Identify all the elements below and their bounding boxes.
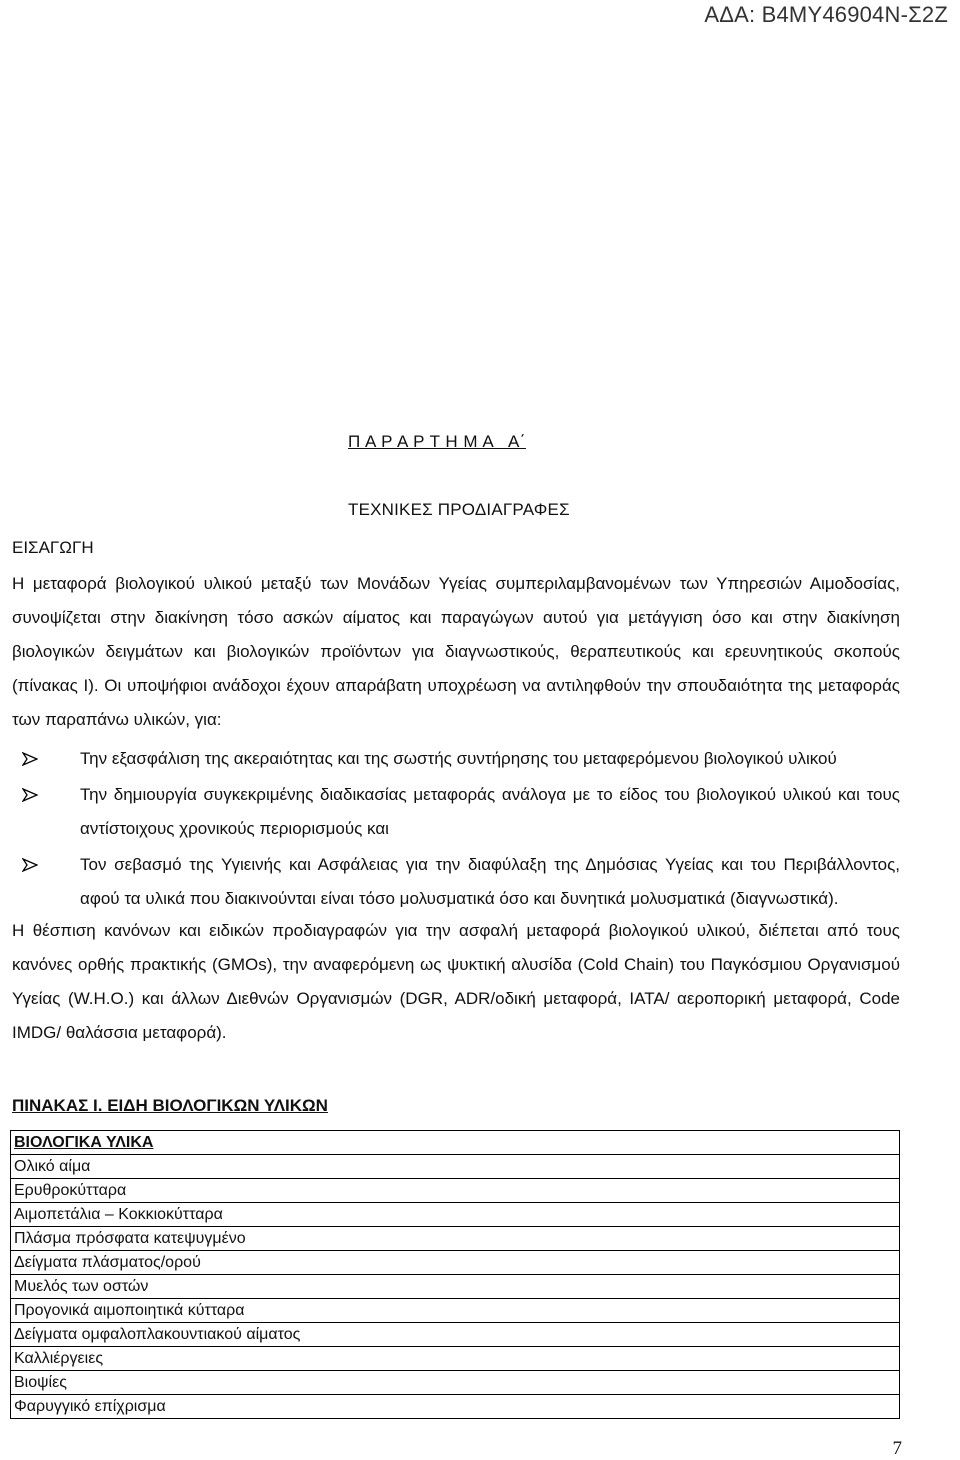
table-cell: Πλάσμα πρόσφατα κατεψυγμένο <box>11 1227 900 1251</box>
biological-materials-table <box>10 1130 900 1419</box>
intro-paragraph: Η μεταφορά βιολογικού υλικού μεταξύ των Μονάδων Υγείας συμπεριλαμβανομένων των Υπηρεσιών Αιμοδοσίας, συνοψίζεται στην διακίνηση τόσο ασκών αίματος και παραγώγων αυτού για μετάγγιση όσο και στην διακίνηση βιολογικών δειγμάτων και βιολογικών προϊόντων για διαγνωστικούς, θεραπευτικούς και ερευνητικούς σκοπούς (πίνακας Ι). Οι υποψήφιοι ανάδοχοι έχουν απαράβατη υποχρέωση να αντιληφθούν την σπουδαιότητα της μεταφοράς των παραπάνω υλικών, για: <box>12 574 900 729</box>
table-cell: Μυελός των οστών <box>11 1275 900 1299</box>
table-cell: Καλλιέργειες <box>11 1347 900 1371</box>
list-item <box>12 778 900 846</box>
arrowhead-bullet-icon <box>22 848 38 872</box>
table-cell: Προγονικά αιμοποιητικά κύτταρα <box>11 1299 900 1323</box>
table-row <box>11 1227 900 1251</box>
table-cell: Ερυθροκύτταρα <box>11 1179 900 1203</box>
table-row <box>11 1155 900 1179</box>
table-cell: Δείγματα ομφαλοπλακουντιακού αίματος <box>11 1323 900 1347</box>
table-cell: Ολικό αίμα <box>11 1155 900 1179</box>
table-row <box>11 1347 900 1371</box>
table-row <box>11 1323 900 1347</box>
introduction-heading: ΕΙΣΑΓΩΓΗ <box>12 538 94 557</box>
table-title: ΠΙΝΑΚΑΣ Ι. ΕΙΔΗ ΒΙΟΛΟΓΙΚΩΝ ΥΛΙΚΩΝ <box>12 1096 328 1115</box>
list-item <box>12 848 900 916</box>
table-cell: Φαρυγγικό επίχρισμα <box>11 1395 900 1419</box>
arrowhead-bullet-icon <box>22 742 38 766</box>
list-item <box>12 742 900 776</box>
annex-title: Π Α Ρ Α Ρ Τ Η Μ Α Α΄ <box>348 432 526 451</box>
table-cell: Βιοψίες <box>11 1371 900 1395</box>
table-header: ΒΙΟΛΟΓΙΚΑ ΥΛΙΚΑ <box>11 1131 900 1155</box>
table-row <box>11 1203 900 1227</box>
table-row <box>11 1395 900 1419</box>
list-item-text: Την δημιουργία συγκεκριμένης διαδικασίας μεταφοράς ανάλογα με το είδος του βιολογικού υλικού και τους αντίστοιχους χρονικούς περιορισμούς και <box>80 785 900 838</box>
regulations-paragraph: Η θέσπιση κανόνων και ειδικών προδιαγραφών για την ασφαλή μεταφορά βιολογικού υλικού, διέπεται από τους κανόνες ορθής πρακτικής (GMOs), την αναφερόμενη ως ψυκτική αλυσίδα (Cold Chain) του Παγκόσμιου Οργανισμού Υγείας (W.H.O.) και άλλων Διεθνών Οργανισμών (DGR, ADR/οδική μεταφορά, IATA/ αεροπορική μεταφορά, Code IMDG/ θαλάσσια μεταφορά). <box>12 921 900 1042</box>
page-number: 7 <box>892 1438 902 1459</box>
table-cell: Αιμοπετάλια – Κοκκιοκύτταρα <box>11 1203 900 1227</box>
list-item-text: Την εξασφάλιση της ακεραιότητας και της σωστής συντήρησης του μεταφερόμενου βιολογικού υλικού <box>80 749 837 768</box>
table-row <box>11 1299 900 1323</box>
ada-identifier: ΑΔΑ: Β4ΜΥ46904Ν-Σ2Ζ <box>704 2 948 27</box>
specifications-title: ΤΕΧΝΙΚΕΣ ΠΡΟΔΙΑΓΡΑΦΕΣ <box>348 500 570 519</box>
list-item-text: Τον σεβασμό της Υγιεινής και Ασφάλειας για την διαφύλαξη της Δημόσιας Υγείας και του Περιβάλλοντος, αφού τα υλικά που διακινούνται είναι τόσο μολυσματικά όσο και δυνητικά μολυσματικά (διαγνωστικά). <box>80 855 900 908</box>
table-cell: Δείγματα πλάσματος/ορού <box>11 1251 900 1275</box>
bullet-list <box>12 742 900 918</box>
table-row <box>11 1251 900 1275</box>
arrowhead-bullet-icon <box>22 778 38 802</box>
table-row <box>11 1275 900 1299</box>
table-row <box>11 1371 900 1395</box>
table-row <box>11 1179 900 1203</box>
